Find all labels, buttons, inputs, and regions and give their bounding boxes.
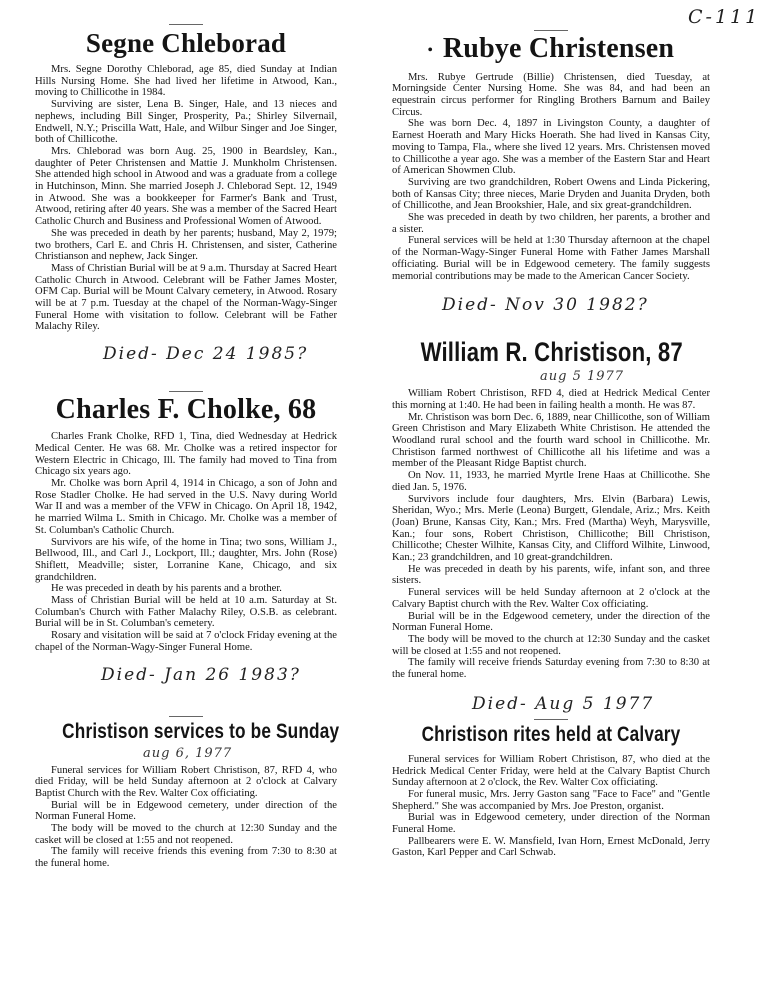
headline-text: Rubye Christensen xyxy=(442,33,675,64)
article-paragraph: The family will receive friends Saturday evening from 7:30 to 8:30 at the funeral home. xyxy=(392,657,710,681)
headline: William R. Christison, 87 xyxy=(420,337,683,368)
article-body xyxy=(392,754,710,859)
divider xyxy=(169,391,203,392)
article-paragraph: Funeral services will be held Sunday afternoon at 2 o'clock at the Calvary Baptist church with the Rev. Walter Cox officiating. xyxy=(392,587,710,610)
headline: Christison services to be Sunday xyxy=(62,719,340,743)
article-body xyxy=(35,64,337,333)
article-paragraph: Pallbearers were E. W. Mansfield, Ivan Horn, Ernest McDonald, Jerry Gaston, Karl Pepper and Carl Schwab. xyxy=(392,835,710,859)
obituary-segne-chleborad xyxy=(35,27,337,333)
article-body xyxy=(392,388,710,681)
handwritten-annotation: aug 5 1977 xyxy=(540,369,625,385)
divider xyxy=(169,24,203,25)
bullet-mark: • xyxy=(427,42,433,58)
article-paragraph: She was born Dec. 4, 1897 in Livingston County, a daughter of Earnest Hoerath and Mary Hicks Hoerath. She had lived in Kansas City, moving to Tampa, Fla., where she lived 12 years. Mrs. Christensen moved to Chillicothe a year ago. She was a member of the Eastern Star and Heart of American Showmen Club. xyxy=(392,118,710,177)
article-paragraph: Survivors include four daughters, Mrs. Elvin (Barbara) Lewis, Sheridan, Wyo.; Mrs. Merle (Leona) Burgett, Glendale, Ariz.; Mrs. Keith (Joan) Brune, Kansas City, Kan.; Mrs. Fred (Martha) Weyh, Marysville, Kan.; four sons, Robert Christison, Chillicothe; Bill Christison, Chillicothe; Chester Wilhite, Kansas City, and Clifford Wilhite, Linwood, Kan.; 23 grandchildren, and 10 great-grandchildren. xyxy=(392,493,710,564)
notice-christison-rites xyxy=(392,722,710,859)
notice-christison-services xyxy=(35,719,340,870)
article-paragraph: Funeral services will be held at 1:30 Thursday afternoon at the chapel of the Norman-Wagy-Singer Funeral Home with Father James Marshall officiating. Burial will be in Edgewood cemetery. The family suggests memorial contributions may be made to the American Cancer Society. xyxy=(392,235,710,282)
article-paragraph: Mrs. Chleborad was born Aug. 25, 1900 in Beardsley, Kan., daughter of Peter Christensen and Mattie J. Munkholm Christensen. She attended high school in Atwood and was a graduate from a college in Hutchinson, Minn. She married Joseph J. Chleborad Sept. 12, 1949 in Atwood. She was a bookkeeper for Farmer's Bank and Trust, Atwood, retiring after 40 years. She was a member of the Sacred Heart Catholic Church and Business and Professional Women of Atwood. xyxy=(35,145,337,228)
article-paragraph: Rosary and visitation will be said at 7 o'clock Friday evening at the chapel of the Norman-Wagy-Singer Funeral Home. xyxy=(35,630,337,653)
article-paragraph: The body will be moved to the church at 12:30 Sunday and the casket will be closed at 1:55 and not reopened. xyxy=(35,823,337,846)
divider xyxy=(169,716,203,717)
headline: Segne Chleborad xyxy=(85,28,287,58)
divider xyxy=(534,30,568,31)
article-paragraph: William Robert Christison, RFD 4, died at Hedrick Medical Center this morning at 1:40. He had been in failing health a month. He was 87. xyxy=(392,388,710,411)
left-column xyxy=(35,0,340,870)
handwritten-annotation: Died- Dec 24 1985? xyxy=(103,344,309,365)
article-paragraph: He was preceded in death by his parents, wife, infant son, and three sisters. xyxy=(392,563,710,587)
article-paragraph: Surviving are sister, Lena B. Singer, Hale, and 13 nieces and nephews, including Bill Singer, Prosperity, Pa.; Shirley Silvernail, Endwell, N.Y.; Priscilla Watt, Hale, and Wilbur Singer and Joe Singer, both of Chillicothe. xyxy=(35,99,337,146)
article-paragraph: She was preceded in death by two children, her parents, a brother and a sister. xyxy=(392,212,710,235)
article-paragraph: For funeral music, Mrs. Jerry Gaston sang "Face to Face" and "Gentle Shepherd." She was accompanied by Mrs. Joe Preston, organist. xyxy=(392,788,710,812)
article-paragraph: He was preceded in death by his parents and a brother. xyxy=(51,583,282,595)
article-paragraph: Surviving are two grandchildren, Robert Owens and Linda Pickering, both of Kansas City; three nieces, Marie Dryden and Juanita Dryden, both of Chillicothe, and Jean Brookshier, Hale, and six great-grandchildren. xyxy=(392,176,710,212)
headline xyxy=(392,33,710,67)
article-body xyxy=(392,72,710,283)
obituary-rubye-christensen xyxy=(392,33,710,282)
article-paragraph: On Nov. 11, 1933, he married Myrtle Irene Haas at Chillicothe. She died Jan. 5, 1976. xyxy=(392,470,710,493)
article-paragraph: Burial will be in Edgewood cemetery, under direction of the Norman Funeral Home. xyxy=(35,799,337,823)
article-paragraph: Mass of Christian Burial will be held at 10 a.m. Saturday at St. Columban's Church with Father Malachy Riley, O.S.B. as celebrant. Burial will be in St. Columban's cemetery. xyxy=(35,595,337,630)
handwritten-annotation: Died- Aug 5 1977 xyxy=(472,693,655,714)
headline: Charles F. Cholke, 68 xyxy=(55,394,317,426)
article-paragraph: Mass of Christian Burial will be at 9 a.m. Thursday at Sacred Heart Catholic Church in Atwood. Celebrant will be Father James Moster, OFM Cap. Burial will be Mount Calvary cemetery, in Atwood. Rosary will be at 7 p.m. Tuesday at the chapel of the Norman-Wagy-Singer Funeral Home with visitation to follow. Celebrant will be Father Malachy Riley. xyxy=(35,262,337,333)
article-paragraph: The body will be moved to the church at 12:30 Sunday and the casket will be closed at 1:55 and not reopened. xyxy=(392,634,710,657)
article-paragraph: Mrs. Segne Dorothy Chleborad, age 85, died Sunday at Indian Hills Nursing Home. She had lived her lifetime in Atwood, Kan., moving to Chillicothe in 1984. xyxy=(35,64,337,99)
obituary-charles-cholke xyxy=(35,394,337,653)
headline: Christison rites held at Calvary xyxy=(421,722,681,746)
handwritten-annotation: Died- Nov 30 1982? xyxy=(442,295,649,316)
article-paragraph: Mr. Cholke was born April 4, 1914 in Chicago, a son of John and Rose Stadler Cholke. He had served in the U.S. Navy during World War II and was a member of the VFW in Chicago. On April 18, 1942, he married Wilma L. Smith in Chicago. Mr. Cholke was a member of St. Columban's Catholic Church. xyxy=(35,477,337,536)
article-paragraph: Mrs. Rubye Gertrude (Billie) Christensen, died Tuesday, at Morningside Center Nursing Home. She was 84, and had been an equestrain circus performer for Ringling Brothers Barnum and Bailey Circus. xyxy=(392,71,710,118)
divider xyxy=(534,719,568,720)
article-paragraph: Funeral services for William Robert Christison, 87, who died at the Hedrick Medical Center Friday, were held at the Calvary Baptist Church Sunday afternoon at 2 o'clock, the Rev. Walter Cox officiating. xyxy=(392,753,710,789)
handwritten-annotation: Died- Jan 26 1983? xyxy=(101,664,301,685)
right-column xyxy=(392,0,710,859)
article-paragraph: The family will receive friends this evening from 7:30 to 8:30 at the funeral home. xyxy=(35,846,337,870)
article-paragraph: She was preceded in death by her parents; husband, May 2, 1979; two brothers, Carl E. and Chris H. Christensen, and sister, Catherine Christianson and nephew, Jack Singer. xyxy=(35,227,337,263)
article-paragraph: Burial was in Edgewood cemetery, under direction of the Norman Funeral Home. xyxy=(392,812,710,836)
article-paragraph: Survivors are his wife, of the home in Tina; two sons, William J., Bellwood, Ill., and Carl J., Lockport, Ill.; daughter, Mrs. John (Rose) Shiflett, Meadville; sister, Lorranine Kane, Chicago, and six grandchildren. xyxy=(35,536,337,583)
page-label-handwritten: C-111 xyxy=(688,6,760,28)
obituary-william-christison xyxy=(392,336,710,681)
article-paragraph: Mr. Christison was born Dec. 6, 1889, near Chillicothe, son of William Green Christison and Mary Elizabeth White Christison. He attended the Woodland rural school and the fourth ward school in Chillicothe. Mr. Christison farmed northwest of Chillicothe all his lifetime and was a member of the Pleasant Ridge Baptist church. xyxy=(392,411,710,470)
article-paragraph: Funeral services for William Robert Christison, 87, RFD 4, who died Friday, will be held Sunday afternoon at 2 o'clock at Calvary Baptist Church with the Rev. Walter Cox officiating. xyxy=(35,764,337,799)
article-paragraph: Charles Frank Cholke, RFD 1, Tina, died Wednesday at Hedrick Medical Center. He was 68. Mr. Cholke was a retired inspector for Western Electric in Chicago, Ill. The family had moved to Tina from Chicago six years ago. xyxy=(35,431,337,478)
article-body xyxy=(35,765,337,870)
article-paragraph: Burial will be in the Edgewood cemetery, under the direction of the Norman Funeral Home. xyxy=(392,610,710,634)
handwritten-annotation: aug 6, 1977 xyxy=(143,745,233,761)
article-body xyxy=(35,431,337,653)
